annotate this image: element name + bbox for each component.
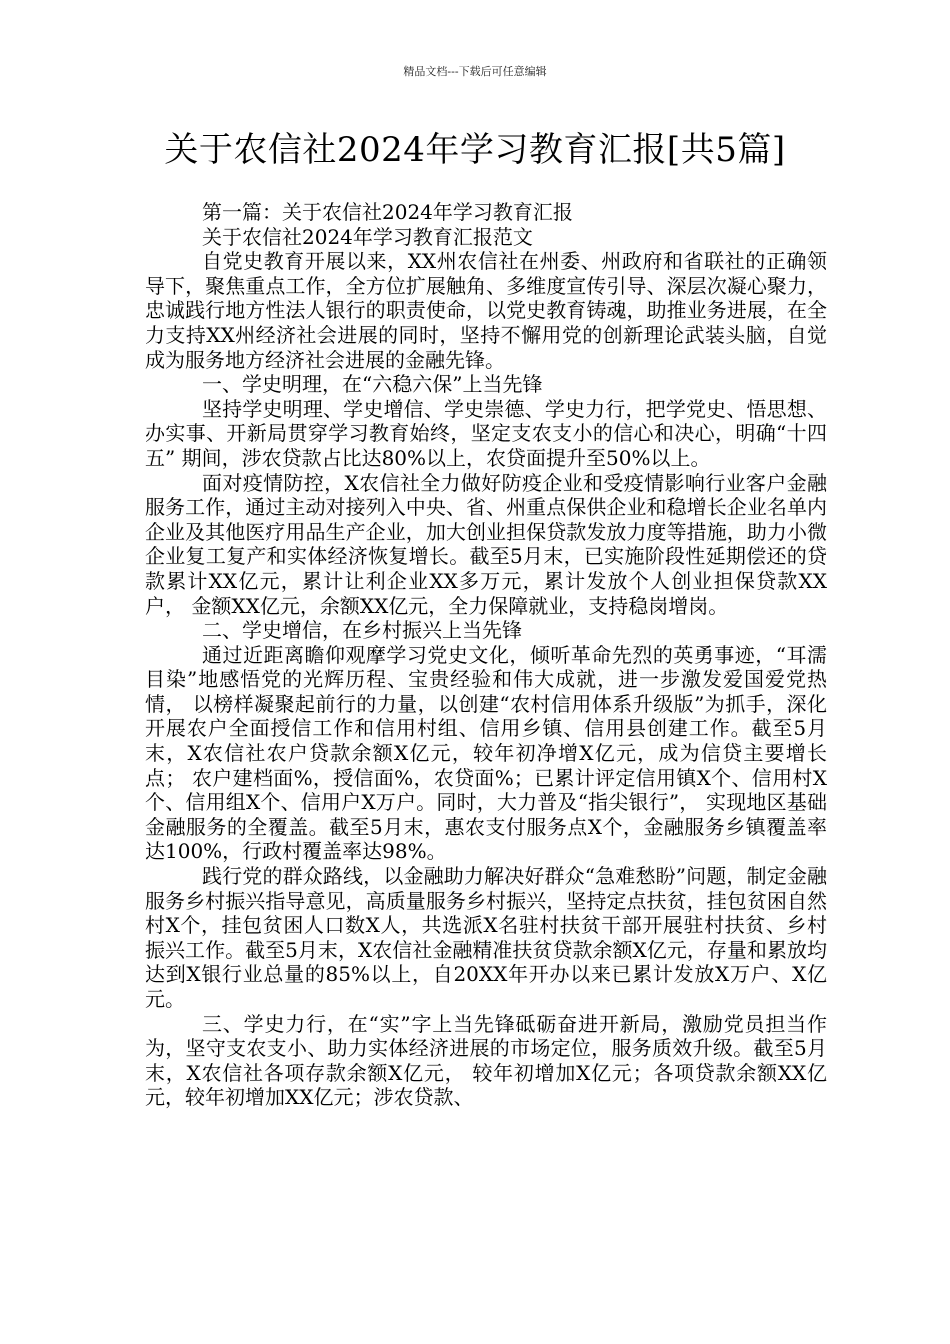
- paragraph-3: 通过近距离瞻仰观摩学习党史文化，倾听革命先烈的英勇事迹，“耳濡目染”地感悟党的光辉历程、宝贵经验和伟大成就，进一步激发爱国爱党热情， 以榜样凝聚起前行的力量，以创建“农村信用体系升级版”为抓手，深化开展农户全面授信工作和信用村组、信用乡镇、信用县创建工作。截至5月末，X农信社农户贷款余额X亿元，较年初净增X亿元，成为信贷主要增长点； 农户建档面%，授信面%，农贷面%；已累计评定信用镇X个、信用村X个、信用组X个、信用户X万户。同时，大力普及“指尖银行”， 实现地区基础金融服务的全覆盖。截至5月末，惠农支付服务点X个，金融服务乡镇覆盖率达100%，行政村覆盖率达98%。: [145, 642, 827, 864]
- paragraph-1: 坚持学史明理、学史增信、学史崇德、学史力行，把学党史、悟思想、办实事、开新局贯穿学习教育始终，坚定支农支小的信心和决心，明确“十四五” 期间，涉农贷款占比达80%以上，农贷面提升至50%以上。: [145, 396, 827, 470]
- heading-1: 一、学史明理，在“六稳六保”上当先锋: [202, 372, 543, 397]
- heading-2: 二、学史增信，在乡村振兴上当先锋: [202, 618, 522, 643]
- header-note: 精品文档---下载后可任意编辑: [403, 65, 547, 78]
- section-heading: 第一篇：关于农信社2024年学习教育汇报: [202, 200, 573, 224]
- document-body: [145, 200, 827, 1110]
- paragraph-5: 三、学史力行，在“实”字上当先锋砥砺奋进开新局，激励党员担当作为，坚守支农支小、助力实体经济进展的市场定位，服务质效升级。截至5月末，X农信社各项存款余额X亿元， 较年初增加X亿元；各项贷款余额XX亿元，较年初增加XX亿元；涉农贷款、: [145, 1011, 827, 1110]
- paragraph-intro: 自党史教育开展以来，XX州农信社在州委、州政府和省联社的正确领导下，聚焦重点工作，全方位扩展触角、多维度宣传引导、深层次凝心聚力，忠诚践行地方性法人银行的职责使命，以党史教育铸魂，助推业务进展，在全力支持XX州经济社会进展的同时，坚持不懈用党的创新理论武装头脑，自觉成为服务地方经济社会进展的金融先锋。: [145, 249, 827, 372]
- paragraph-2: 面对疫情防控，X农信社全力做好防疫企业和受疫情影响行业客户金融服务工作，通过主动对接列入中央、省、州重点保供企业和稳增长企业名单内企业及其他医疗用品生产企业，加大创业担保贷款发放力度等措施，助力小微企业复工复产和实体经济恢复增长。截至5月末，已实施阶段性延期偿还的贷款累计XX亿元，累计让利企业XX多万元，累计发放个人创业担保贷款XX户， 金额XX亿元，余额XX亿元，全力保障就业，支持稳岗增岗。: [145, 470, 827, 618]
- document-title: 关于农信社2024年学习教育汇报[共5篇]: [164, 130, 786, 170]
- section-subtitle: 关于农信社2024年学习教育汇报范文: [202, 224, 533, 249]
- paragraph-4: 践行党的群众路线，以金融助力解决好群众“急难愁盼”问题，制定金融服务乡村振兴指导意见，高质量服务乡村振兴，坚持定点扶贫，挂包贫困自然村X个，挂包贫困人口数X人，共选派X名驻村扶贫干部开展驻村扶贫、乡村振兴工作。截至5月末，X农信社金融精准扶贫贷款余额X亿元，存量和累放均达到X银行业总量的85%以上，自20XX年开办以来已累计发放X万户、X亿元。: [145, 864, 827, 1011]
